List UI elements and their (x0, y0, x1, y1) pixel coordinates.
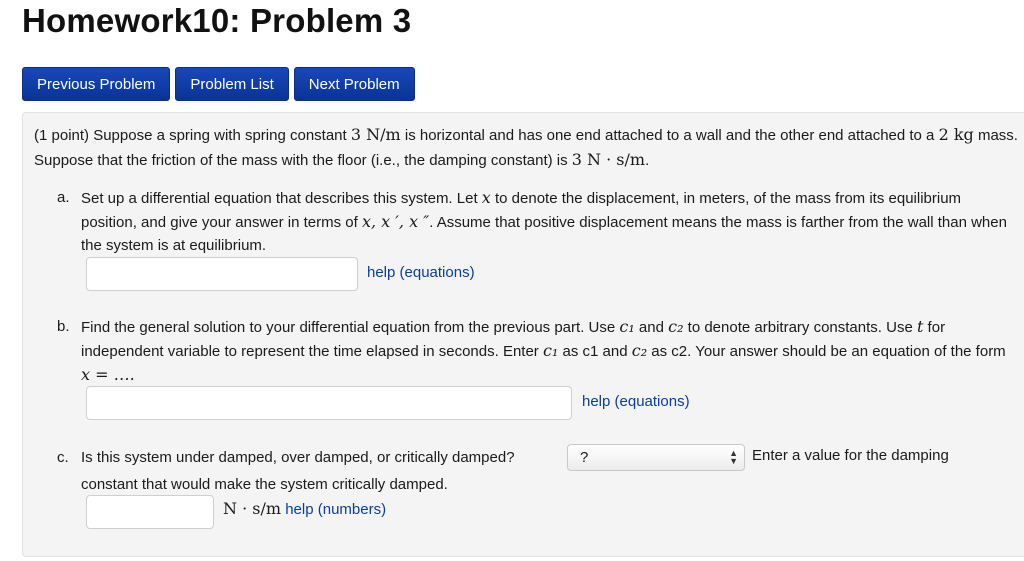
damping-value: 3 N · s/m (571, 150, 646, 169)
previous-problem-button[interactable]: Previous Problem (22, 67, 170, 101)
part-text: as c1 and (558, 343, 632, 360)
part-a-text (81, 186, 1017, 257)
math-var: t (916, 317, 924, 336)
math-var: x (481, 188, 491, 207)
problem-list-button[interactable]: Problem List (175, 67, 288, 101)
part-c-followup-text: Enter a value for the damping (752, 447, 949, 464)
part-a-answer-input[interactable] (86, 257, 358, 291)
part-a-letter: a. (57, 189, 70, 206)
part-text: to denote arbitrary constants. Use (683, 319, 917, 336)
next-problem-button[interactable]: Next Problem (294, 67, 415, 101)
part-c-letter: c. (57, 449, 69, 466)
part-text: Set up a differential equation that describes this system. Let (81, 190, 482, 207)
page-title: Homework10: Problem 3 (22, 2, 412, 39)
math-vars: x, x ′, x ″ (361, 212, 430, 231)
part-text: as c2. Your answer should be an equation of the form (647, 343, 1006, 360)
part-c-help-link[interactable]: help (numbers) (285, 501, 387, 518)
part-b-answer-input[interactable] (86, 386, 572, 420)
part-c-text: constant that would make the system critically damped. (81, 476, 448, 493)
part-b-help-link[interactable]: help (equations) (582, 393, 690, 410)
problem-navigation (22, 67, 415, 101)
mass-value: 2 kg (938, 125, 974, 144)
intro-text: mass. Suppose that the friction of the mass with the floor (i.e., the damping constant) is (34, 127, 1018, 169)
math-var: c₂ (631, 341, 648, 360)
math-var: c₁ (619, 317, 635, 336)
damping-type-select[interactable] (567, 444, 745, 471)
part-a (57, 186, 1017, 257)
intro-text: . (645, 152, 650, 169)
part-text: for independent variable to represent the time elapsed in seconds. Enter (81, 319, 946, 360)
part-b (57, 315, 1017, 387)
part-b-letter: b. (57, 318, 70, 335)
problem-panel (22, 112, 1024, 557)
part-text: . Assume that positive displacement means the mass is farther from the wall than when the system is at equilibrium. (81, 214, 1007, 254)
part-text: Find the general solution to your differential equation from the previous part. Use (81, 319, 620, 336)
units-text: N · s/m (223, 499, 282, 518)
math-var: c₂ (668, 317, 684, 336)
part-c-units (223, 499, 386, 518)
select-arrows-icon: ▲ ▼ (729, 448, 738, 466)
problem-intro (34, 123, 1019, 173)
math-form: x = …. (81, 365, 135, 384)
part-a-help-link[interactable]: help (equations) (367, 264, 475, 281)
intro-text: (1 point) Suppose a spring with spring constant (34, 127, 351, 144)
part-text: to denote the displacement, in meters, of the mass from its equilibrium position, and give your answer in terms of (81, 190, 962, 231)
spring-constant-value: 3 N/m (350, 125, 401, 144)
intro-text: is horizontal and has one end attached to a wall and the other end attached to a (400, 127, 939, 144)
damping-type-selected-value: ? (580, 449, 589, 466)
part-c-line2 (57, 473, 1017, 496)
math-var: c₁ (542, 341, 559, 360)
part-c-question: Is this system under damped, over damped, or critically damped? (81, 449, 515, 466)
part-c-answer-input[interactable] (86, 495, 214, 529)
part-text: and (634, 319, 669, 336)
part-b-text (81, 315, 1017, 387)
